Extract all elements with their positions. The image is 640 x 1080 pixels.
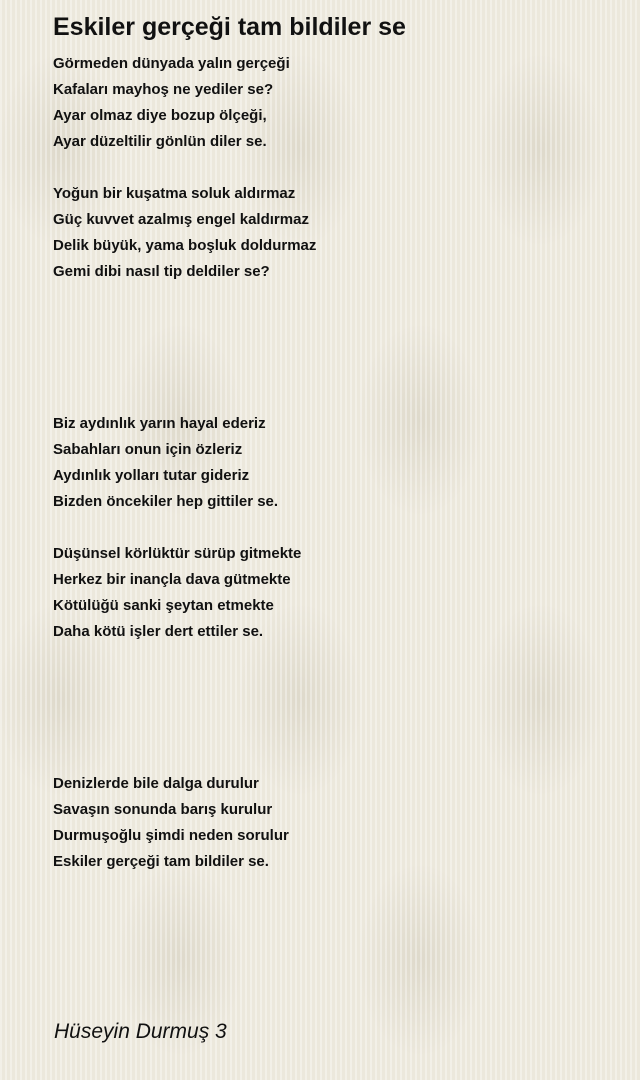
poem-line: Aydınlık yolları tutar gideriz [53,467,250,484]
poem-line: Gemi dibi nasıl tip deldiler se? [53,263,270,280]
stanza-4 [53,541,301,645]
poem-line: Biz aydınlık yarın hayal ederiz [53,415,266,432]
poem-line: Savaşın sonunda barış kurulur [53,801,273,818]
poem-line: Ayar olmaz diye bozup ölçeği, [53,107,267,124]
poem-line: Yoğun bir kuşatma soluk aldırmaz [53,185,296,202]
poem-author: Hüseyin Durmuş 3 [54,1020,227,1043]
stanza-5 [53,771,289,875]
poem-line: Düşünsel körlüktür sürüp gitmekte [53,545,302,562]
poem-line: Sabahları onun için özleriz [53,441,243,458]
stanza-1 [53,51,290,155]
stanza-2 [53,181,316,285]
poem-line: Eskiler gerçeği tam bildiler se. [53,853,269,870]
poem-line: Güç kuvvet azalmış engel kaldırmaz [53,211,309,228]
poem-line: Delik büyük, yama boşluk doldurmaz [53,237,317,254]
poem-line: Daha kötü işler dert ettiler se. [53,623,264,640]
poem-line: Kötülüğü sanki şeytan etmekte [53,597,274,614]
poem-line: Durmuşoğlu şimdi neden sorulur [53,827,289,844]
poem-line: Herkez bir inançla dava gütmekte [53,571,291,588]
poem-line: Denizlerde bile dalga durulur [53,775,259,792]
poem-line: Kafaları mayhoş ne yediler se? [53,81,274,98]
poem-line: Bizden öncekiler hep gittiler se. [53,493,279,510]
stanza-3 [53,411,278,515]
poem-line: Ayar düzeltilir gönlün diler se. [53,133,267,150]
poem-title: Eskiler gerçeği tam bildiler se [53,13,406,41]
poem-line: Görmeden dünyada yalın gerçeği [53,55,290,72]
